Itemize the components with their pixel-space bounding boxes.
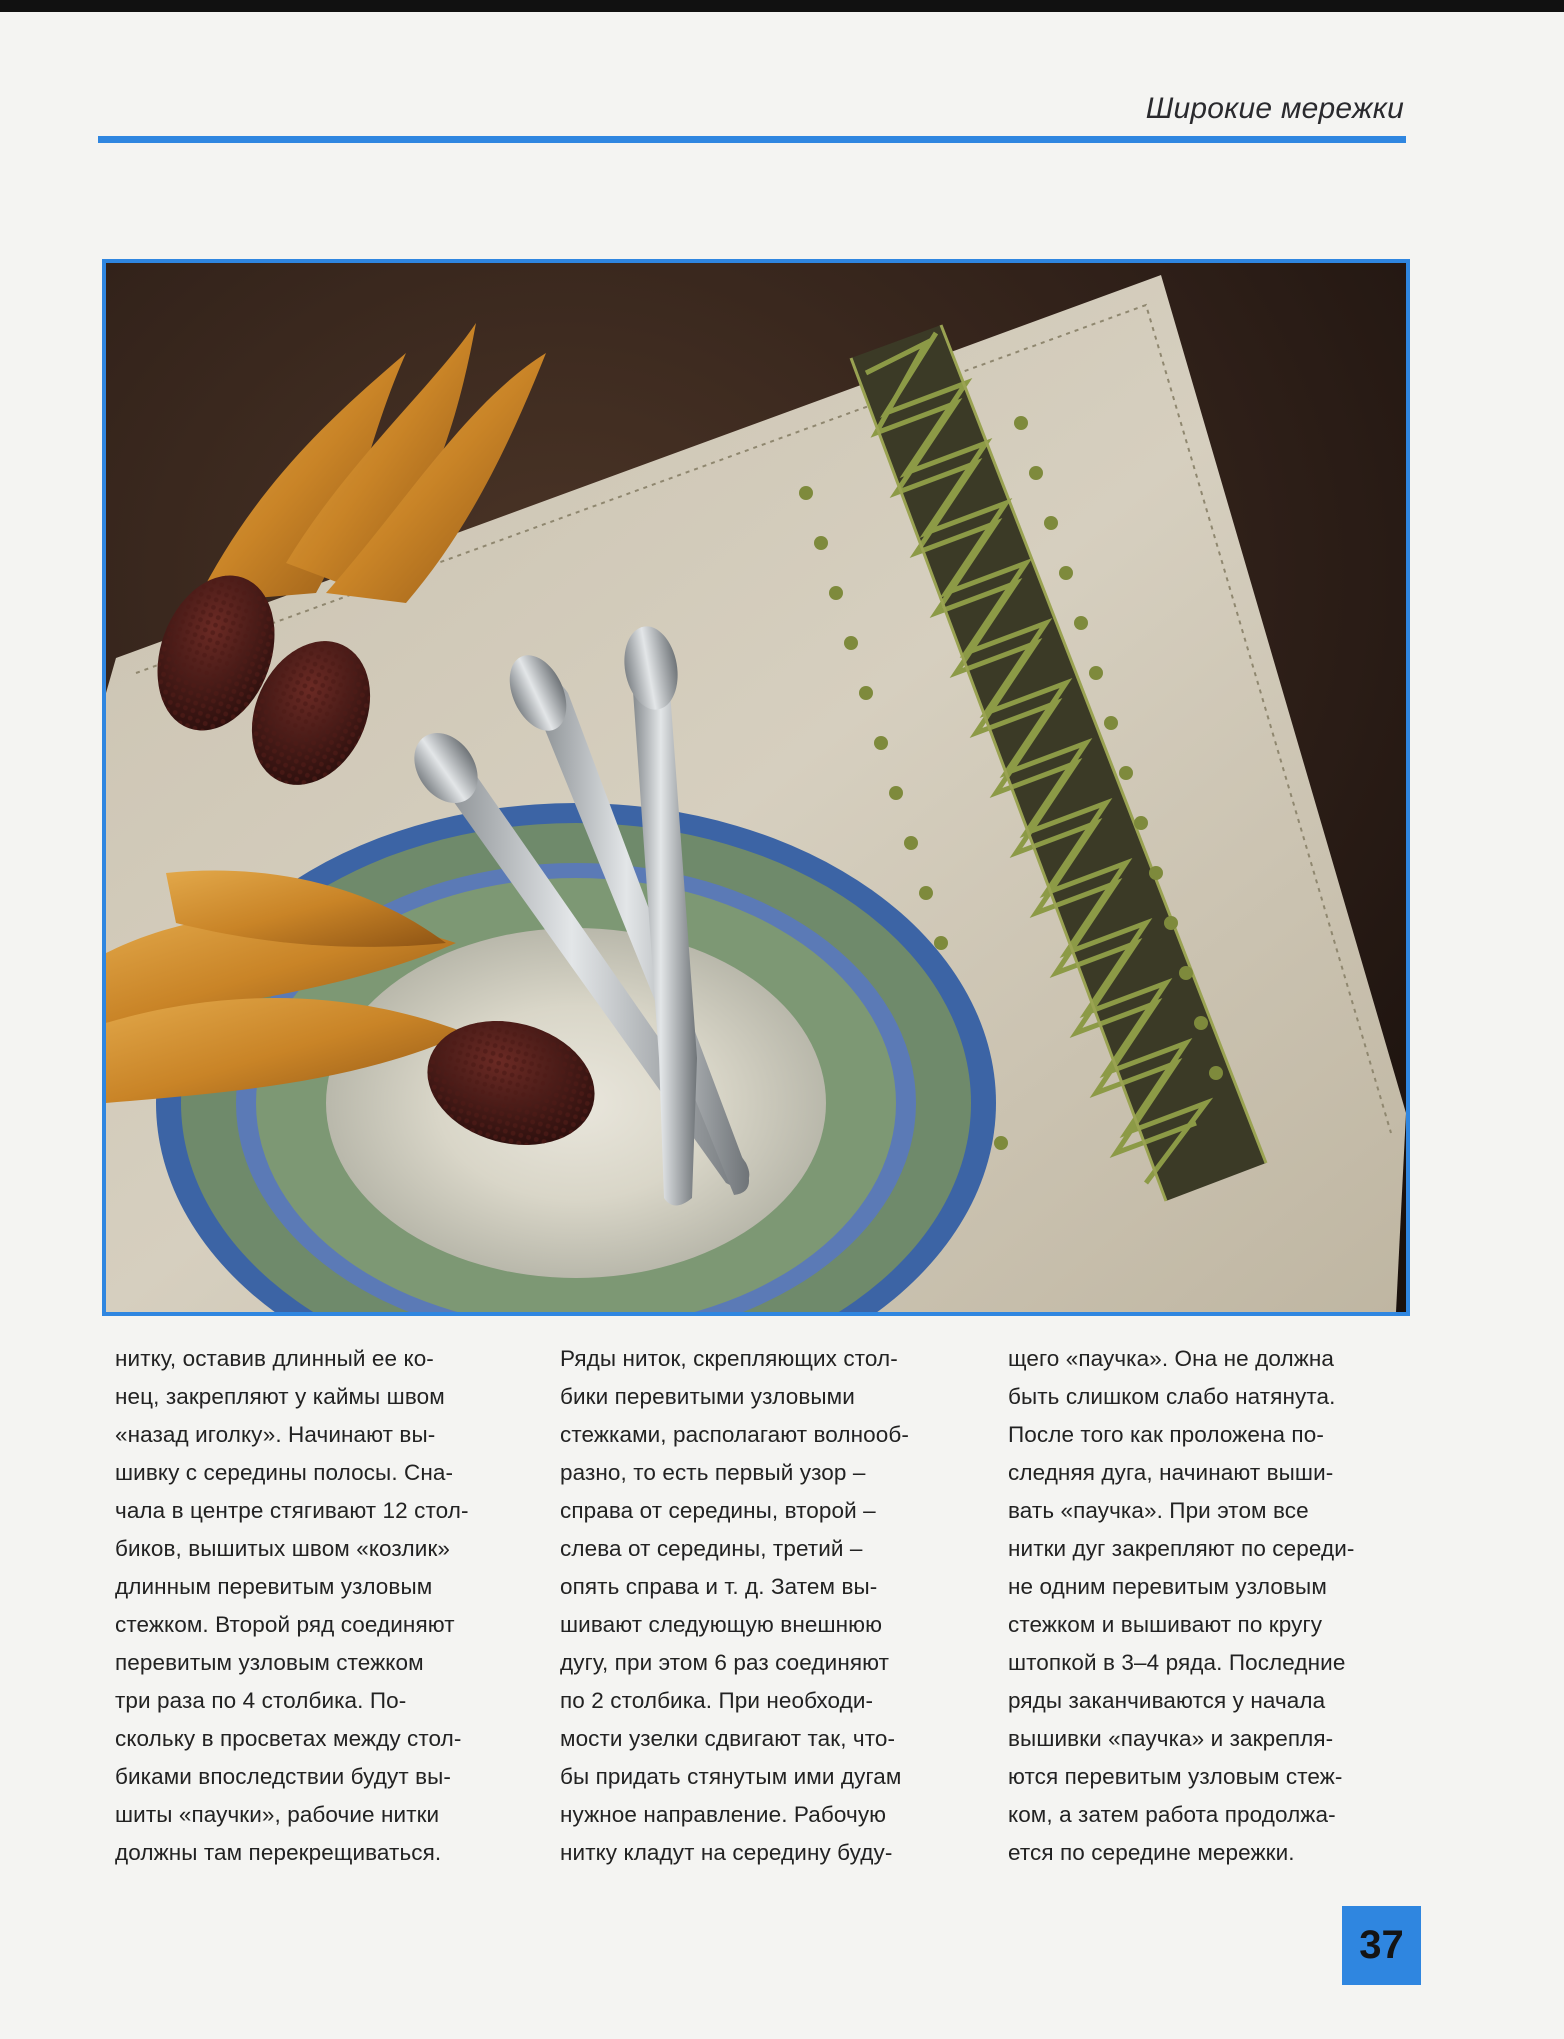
running-title: Широкие мережки [1145, 92, 1404, 125]
placemat-photo [106, 263, 1406, 1312]
header-rule [98, 136, 1406, 143]
text-column-2: Ряды ниток, скрепляющих стол- бики перевитыми узловыми стежками, располагают волнооб- разно, то есть первый узор – справа от середины, второй – слева от середины, третий – опять справа и т. д. Затем вы- шивают следующую внешнюю дугу, при этом 6 раз соединяют по 2 столбика. При необходи- мости узелки сдвигают так, что- бы придать стянутым ими дугам нужное направление. Рабочую нитку кладут на середину буду- [560, 1346, 909, 1865]
page-number: 37 [1342, 1906, 1421, 1985]
text-column-1: нитку, оставив длинный ее ко- нец, закрепляют у каймы швом «назад иголку». Начинают вы- шивку с середины полосы. Сна- чала в центре стягивают 12 стол- биков, вышитых швом «козлик» длинным перевитым узловым стежком. Второй ряд соединяют перевитым узловым стежком три раза по 4 столбика. По- скольку в просветах между стол- биками впоследствии будут вы- шиты «паучки», рабочие нитки должны там перекрещиваться. [115, 1346, 469, 1865]
top-edge-bar [0, 0, 1564, 12]
photo-frame [102, 259, 1410, 1316]
text-column-3: щего «паучка». Она не должна быть слишком слабо натянута. После того как проложена по- следняя дуга, начинают выши- вать «паучка». При этом все нитки дуг закрепляют по середи- не одним перевитым узловым стежком и вышивают по кругу штопкой в 3–4 ряда. Последние ряды заканчиваются у начала вышивки «паучка» и закрепля- ются перевитым узловым стеж- ком, а затем работа продолжа- ется по середине мережки. [1008, 1346, 1355, 1865]
